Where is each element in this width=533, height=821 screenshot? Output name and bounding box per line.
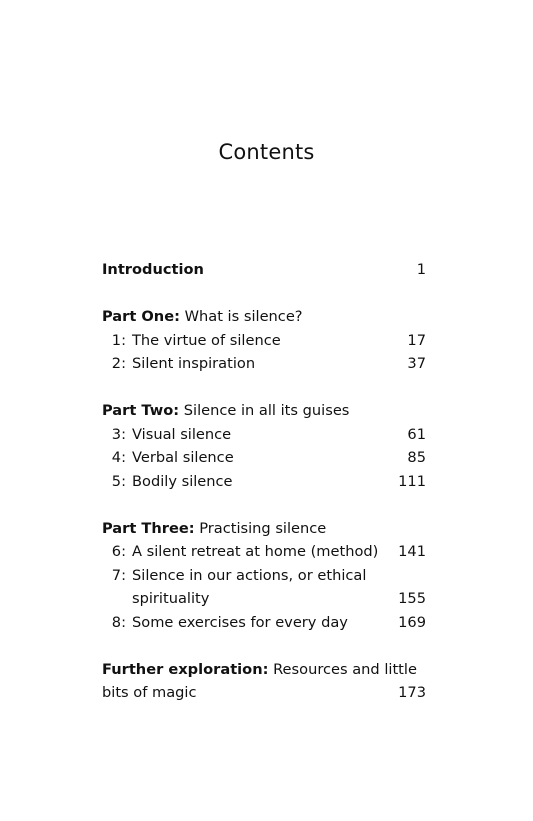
toc-part-title: What is silence? (179, 308, 303, 325)
table-of-contents (102, 258, 426, 705)
toc-chapter-title: Verbal silence (132, 449, 234, 466)
toc-chapter (102, 470, 426, 494)
toc-entry-label: Introduction (102, 261, 204, 278)
toc-part-title: Resources and little (268, 660, 417, 678)
toc-chapter (102, 352, 426, 376)
toc-part-label: Part One: (102, 308, 180, 325)
toc-entry-introduction (102, 258, 426, 282)
toc-page-number: 17 (407, 331, 426, 349)
toc-chapter-title: Silent inspiration (132, 355, 256, 372)
toc-page-number: 1 (416, 261, 426, 278)
toc-chapter (102, 611, 426, 635)
toc-chapter-title: Visual silence (132, 425, 232, 443)
toc-part-label: Part Two: (102, 402, 180, 419)
toc-part-label: Part Three: (102, 519, 195, 537)
toc-chapter-continuation (102, 587, 426, 611)
toc-chapter-title: Bodily silence (132, 472, 233, 490)
toc-part-label: Further exploration: (102, 660, 269, 678)
toc-chapter-number: 1: (111, 331, 126, 349)
toc-chapter-title: Some exercises for every day (132, 613, 348, 631)
toc-chapter (102, 329, 426, 353)
toc-part-heading-three (102, 517, 426, 541)
toc-chapter-title-continued: spirituality (132, 590, 210, 607)
page-title: Contents (218, 140, 315, 164)
toc-page-number: 169 (398, 613, 426, 631)
toc-chapter-number: 5: (111, 472, 126, 490)
toc-page-number: 141 (398, 543, 426, 560)
toc-chapter-title: A silent retreat at home (method) (132, 543, 379, 560)
toc-chapter-number: 8: (111, 613, 126, 631)
toc-part-title-continued: bits of magic (102, 684, 197, 701)
toc-page-number: 155 (398, 590, 426, 607)
toc-part-heading-two (102, 399, 426, 423)
toc-chapter-number: 3: (111, 425, 126, 443)
toc-page-number: 85 (407, 449, 426, 466)
toc-chapter (102, 540, 426, 564)
toc-page-number: 173 (398, 684, 426, 701)
toc-part-heading-one (102, 305, 426, 329)
toc-chapter-title: Silence in our actions, or ethical (132, 566, 367, 584)
toc-chapter-number: 2: (111, 355, 126, 372)
toc-chapter-number: 4: (111, 449, 126, 466)
toc-part-title: Silence in all its guises (179, 402, 350, 419)
toc-chapter-title: The virtue of silence (132, 331, 281, 349)
toc-page-number: 37 (407, 355, 426, 372)
toc-entry-continuation (102, 681, 426, 705)
toc-page-number: 61 (407, 425, 426, 443)
toc-page-number: 111 (398, 472, 426, 490)
toc-chapter (102, 564, 426, 588)
toc-chapter (102, 423, 426, 447)
toc-chapter-number: 6: (111, 543, 126, 560)
toc-chapter-number: 7: (111, 566, 126, 584)
toc-chapter (102, 446, 426, 470)
toc-entry-further-exploration (102, 658, 426, 682)
toc-part-title: Practising silence (194, 519, 327, 537)
